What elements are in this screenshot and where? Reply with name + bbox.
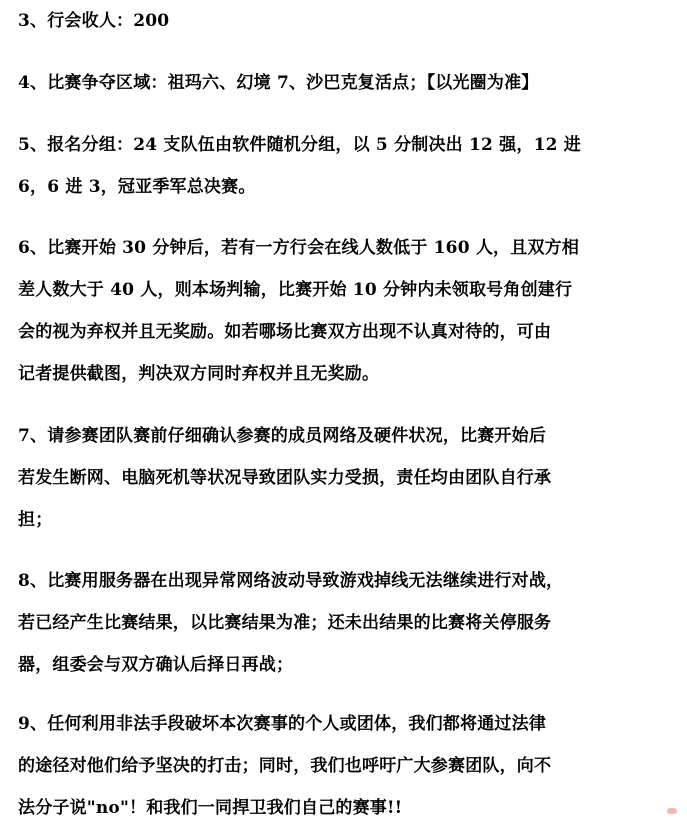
text-line: 4、比赛争夺区域：祖玛六、幻境 7、沙巴克复活点；【以光圈为准】 xyxy=(18,73,539,93)
rule-5-paragraph xyxy=(18,124,683,208)
text-line: 7、请参赛团队赛前仔细确认参赛的成员网络及硬件状况，比赛开始后 xyxy=(18,426,547,446)
rule-7-paragraph xyxy=(18,415,683,541)
text-line: 法分子说"no"！和我们一同捍卫我们自己的赛事!! xyxy=(18,798,403,818)
text-line: 担； xyxy=(18,510,53,530)
text-line: 的途径对他们给予坚决的打击；同时，我们也呼吁广大参赛团队，向不 xyxy=(18,756,552,776)
text-line: 会的视为弃权并且无奖励。如若哪场比赛双方出现不认真对待的，可由 xyxy=(18,322,552,342)
text-line: 器，组委会与双方确认后择日再战； xyxy=(18,655,294,675)
text-line: 5、报名分组：24 支队伍由软件随机分组，以 5 分制决出 12 强，12 进 xyxy=(18,135,581,155)
text-line: 6，6 进 3，冠亚季军总决赛。 xyxy=(18,177,256,197)
rule-9-paragraph xyxy=(18,703,683,829)
text-line: 若已经产生比赛结果，以比赛结果为准；还未出结果的比赛将关停服务 xyxy=(18,613,552,633)
rule-3-paragraph xyxy=(18,0,683,42)
text-line: 差人数大于 40 人，则本场判输，比赛开始 10 分钟内未领取号角创建行 xyxy=(18,280,573,300)
text-line: 9、任何利用非法手段破坏本次赛事的个人或团体，我们都将通过法律 xyxy=(18,714,547,734)
text-line: 记者提供截图，判决双方同时弃权并且无奖励。 xyxy=(18,364,380,384)
text-line: 6、比赛开始 30 分钟后，若有一方行会在线人数低于 160 人，且双方相 xyxy=(18,238,580,258)
rule-4-paragraph xyxy=(18,62,683,104)
watermark-fragment xyxy=(667,808,677,814)
rule-6-paragraph xyxy=(18,227,683,395)
text-line: 若发生断网、电脑死机等状况导致团队实力受损，责任均由团队自行承 xyxy=(18,468,552,488)
text-line: 8、比赛用服务器在出现异常网络波动导致游戏掉线无法继续进行对战， xyxy=(18,571,564,591)
text-line: 3、行会收人：200 xyxy=(18,11,170,31)
rule-8-paragraph xyxy=(18,560,683,686)
